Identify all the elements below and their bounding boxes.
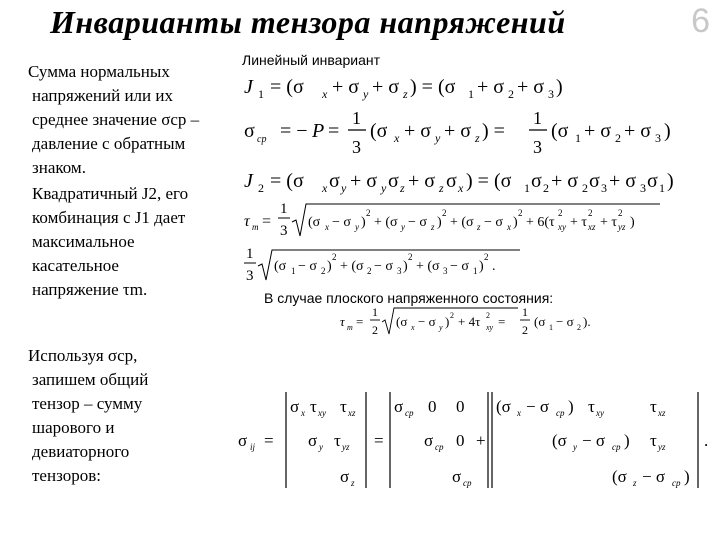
svg-text:1: 1 (258, 87, 264, 101)
svg-text:0: 0 (428, 397, 437, 416)
svg-text:τ: τ (340, 314, 345, 329)
svg-text:): ) (479, 259, 484, 274)
svg-text:xy: xy (318, 408, 326, 418)
svg-text:1: 1 (468, 87, 474, 101)
svg-text:(σ: (σ (551, 120, 569, 142)
svg-text:xz: xz (348, 408, 356, 418)
svg-text:(σ: (σ (496, 397, 511, 416)
svg-text:m: m (347, 323, 353, 332)
svg-text:).: ). (583, 314, 591, 329)
svg-text:J: J (244, 76, 253, 98)
svg-text:y: y (355, 222, 359, 232)
svg-text:2: 2 (366, 208, 371, 218)
text-line: касательное (32, 256, 119, 275)
svg-text:ср: ср (556, 408, 565, 418)
svg-text:+ σ: + σ (404, 120, 432, 142)
svg-text:2: 2 (508, 87, 514, 101)
svg-text:xy: xy (486, 323, 494, 332)
svg-text:σ: σ (424, 431, 434, 450)
svg-text:xz: xz (588, 222, 596, 232)
svg-text:ср: ср (257, 134, 267, 145)
text-line: девиаторного (32, 442, 130, 461)
text-line: Квадратичный J2, его (32, 184, 189, 203)
svg-text:y: y (319, 442, 323, 452)
svg-text:2: 2 (372, 323, 378, 337)
formula-tau-max-line1 (244, 201, 660, 239)
svg-text:+ σ: + σ (332, 76, 360, 98)
svg-text:.: . (492, 259, 496, 274)
svg-text:+ (σ: + (σ (374, 215, 398, 230)
text-line: шарового и (32, 418, 115, 437)
svg-text:x: x (322, 181, 328, 195)
svg-text:2: 2 (518, 208, 523, 218)
svg-text:2: 2 (522, 323, 528, 337)
svg-text:0: 0 (456, 431, 465, 450)
svg-text:x: x (411, 323, 415, 332)
svg-text:2: 2 (588, 208, 593, 218)
svg-text:σ: σ (394, 397, 404, 416)
svg-text:yz: yz (618, 222, 626, 232)
formula-plane-stress (340, 305, 591, 337)
svg-text:− σ: − σ (374, 259, 393, 274)
text-line: максимальное (32, 232, 135, 251)
svg-text:(σ: (σ (612, 467, 627, 486)
svg-text:2: 2 (442, 208, 447, 218)
svg-text:+ 4τ: + 4τ (458, 314, 481, 329)
svg-text:2: 2 (258, 181, 264, 195)
svg-text:m: m (252, 222, 259, 232)
svg-text:+ τ: + τ (600, 215, 618, 230)
svg-text:3: 3 (246, 268, 254, 284)
svg-text:3: 3 (443, 266, 448, 276)
svg-text:σ: σ (244, 120, 255, 142)
text-line: напряжение τm. (32, 280, 148, 299)
text-line: Используя σср, (28, 346, 138, 365)
svg-text:): ) (664, 120, 671, 142)
svg-text:3: 3 (601, 181, 607, 195)
svg-text:σ: σ (329, 170, 340, 192)
svg-text:− σ: − σ (642, 467, 666, 486)
svg-text:) = (σ: ) = (σ (466, 170, 512, 192)
text-line: давление с обратным (32, 134, 186, 153)
tensor-decomposition (238, 392, 708, 488)
svg-text:σ: σ (388, 170, 399, 192)
page-title: Инварианты тензора напряжений (50, 4, 566, 40)
svg-text:(σ: (σ (552, 431, 567, 450)
svg-text:+ (σ: + (σ (450, 215, 474, 230)
svg-text:x: x (301, 408, 305, 418)
svg-text:(σ: (σ (370, 120, 388, 142)
svg-text:2: 2 (367, 266, 372, 276)
svg-text:1: 1 (473, 266, 478, 276)
svg-text:): ) (513, 215, 518, 230)
svg-text:xy: xy (558, 222, 566, 232)
svg-text:+ σ: + σ (609, 170, 637, 192)
svg-text:2: 2 (577, 323, 581, 332)
svg-text:y: y (341, 181, 347, 195)
svg-text:τ: τ (650, 431, 657, 450)
plane-stress-label: В случае плоского напряженного состояния: (264, 290, 554, 306)
text-line: тензор – сумму (32, 394, 143, 413)
svg-text:σ: σ (452, 467, 462, 486)
svg-text:1: 1 (524, 181, 530, 195)
svg-text:ср: ср (405, 408, 414, 418)
svg-text:z: z (475, 131, 480, 145)
svg-text:(σ: (σ (274, 259, 287, 274)
svg-text:+ σ: + σ (477, 76, 505, 98)
svg-text:+ σ: + σ (584, 120, 612, 142)
svg-text:+ σ: + σ (624, 120, 652, 142)
svg-text:y: y (363, 87, 369, 101)
svg-text:): ) (630, 215, 635, 230)
svg-text:+ σ: + σ (350, 170, 378, 192)
svg-text:): ) (556, 76, 563, 98)
svg-text:1: 1 (575, 131, 581, 145)
svg-text:ср: ср (612, 442, 621, 452)
svg-text:ср: ср (435, 442, 444, 452)
text-line: Сумма нормальных (28, 62, 170, 81)
svg-text:y: y (401, 222, 405, 232)
svg-text:z: z (477, 222, 481, 232)
svg-text:2: 2 (484, 252, 489, 262)
svg-text:2: 2 (332, 252, 337, 262)
svg-text:.: . (704, 431, 709, 450)
svg-text:3: 3 (640, 181, 646, 195)
svg-text:σ: σ (589, 170, 600, 192)
svg-text:− σ: − σ (526, 397, 550, 416)
svg-text:+ (σ: + (σ (340, 259, 364, 274)
svg-text:τ: τ (650, 397, 657, 416)
text-line: знаком. (32, 158, 86, 177)
svg-text:− σ: − σ (556, 314, 574, 329)
svg-text:τ: τ (310, 397, 317, 416)
svg-text:1: 1 (280, 201, 288, 217)
svg-text:2: 2 (450, 311, 454, 320)
svg-text:): ) (667, 170, 674, 192)
svg-text:J: J (244, 170, 253, 192)
svg-text:): ) (327, 259, 332, 274)
svg-text:1: 1 (291, 266, 296, 276)
formula-j1 (244, 76, 563, 101)
svg-text:2: 2 (408, 252, 413, 262)
svg-text:xy: xy (596, 408, 604, 418)
svg-text:= (σ: = (σ (270, 76, 304, 98)
svg-text:τ: τ (340, 397, 347, 416)
svg-text:y: y (573, 442, 577, 452)
svg-text:− σ: − σ (418, 314, 436, 329)
svg-text:=: = (262, 213, 272, 230)
svg-text:σ: σ (340, 467, 350, 486)
svg-text:− σ: − σ (450, 259, 469, 274)
formula-sigma-mean (244, 108, 671, 157)
svg-text:x: x (507, 222, 511, 232)
svg-text:(σ: (σ (534, 314, 546, 329)
svg-text:3: 3 (280, 223, 288, 239)
svg-text:(σ: (σ (308, 215, 321, 230)
svg-text:− σ: − σ (582, 431, 606, 450)
svg-text:+ τ: + τ (570, 215, 588, 230)
svg-text:1: 1 (549, 323, 553, 332)
svg-text:2: 2 (321, 266, 326, 276)
text-line: комбинация с J1 дает (32, 208, 186, 227)
svg-text:σ: σ (647, 170, 658, 192)
svg-text:+: + (476, 431, 486, 450)
svg-text:3: 3 (533, 137, 542, 157)
svg-text:− σ: − σ (408, 215, 427, 230)
svg-text:σ: σ (446, 170, 457, 192)
svg-text:2: 2 (618, 208, 623, 218)
svg-text:+ 6(τ: + 6(τ (526, 215, 555, 230)
svg-text:): ) (445, 314, 450, 329)
svg-text:− σ: − σ (298, 259, 317, 274)
svg-text:3: 3 (352, 137, 361, 157)
svg-text:x: x (394, 131, 400, 145)
svg-text:τ: τ (244, 213, 250, 230)
svg-text:y: y (439, 323, 443, 332)
svg-text:) = (σ: ) = (σ (410, 76, 456, 98)
svg-text:3: 3 (548, 87, 554, 101)
svg-text:): ) (437, 215, 442, 230)
svg-text:2: 2 (543, 181, 549, 195)
svg-text:y: y (435, 131, 441, 145)
svg-text:1: 1 (533, 108, 542, 128)
svg-text:): ) (403, 259, 408, 274)
svg-text:x: x (458, 181, 464, 195)
text-line: напряжений или их (32, 86, 173, 105)
svg-text:+ σ: + σ (408, 170, 436, 192)
linear-invariant-label: Линейный инвариант (242, 52, 381, 68)
svg-text:): ) (684, 467, 690, 486)
svg-text:σ: σ (308, 431, 318, 450)
svg-text:− σ: − σ (484, 215, 503, 230)
svg-text:σ: σ (290, 397, 300, 416)
svg-text:): ) (624, 431, 630, 450)
svg-text:= −: = − (280, 120, 308, 142)
svg-text:τ: τ (334, 431, 341, 450)
svg-text:3: 3 (655, 131, 661, 145)
formula-j2 (244, 170, 674, 195)
svg-text:2: 2 (582, 181, 588, 195)
svg-text:z: z (439, 181, 444, 195)
svg-text:1: 1 (522, 305, 528, 319)
svg-text:ij: ij (250, 442, 256, 452)
svg-text:2: 2 (615, 131, 621, 145)
slide-number: 6 (691, 2, 710, 40)
svg-text:=: = (374, 431, 384, 450)
svg-text:0: 0 (456, 397, 465, 416)
svg-text:=: = (264, 431, 274, 450)
svg-text:2: 2 (486, 311, 490, 320)
svg-text:z: z (351, 478, 355, 488)
svg-text:=: = (498, 314, 506, 329)
svg-text:=: = (356, 314, 364, 329)
svg-text:1: 1 (246, 246, 254, 262)
svg-text:x: x (517, 408, 521, 418)
svg-text:x: x (325, 222, 329, 232)
svg-text:1: 1 (659, 181, 665, 195)
svg-text:P: P (312, 120, 325, 142)
svg-text:τ: τ (588, 397, 595, 416)
svg-text:+ (σ: + (σ (416, 259, 440, 274)
svg-text:) =: ) = (482, 120, 505, 142)
svg-text:− σ: − σ (332, 215, 351, 230)
svg-text:σ: σ (238, 431, 248, 450)
svg-text:z: z (431, 222, 435, 232)
svg-text:x: x (322, 87, 328, 101)
text-line: запишем общий (32, 370, 149, 389)
svg-text:+ σ: + σ (444, 120, 472, 142)
svg-text:z: z (633, 478, 637, 488)
svg-text:ср: ср (463, 478, 472, 488)
svg-text:3: 3 (397, 266, 402, 276)
svg-text:1: 1 (352, 108, 361, 128)
text-line: среднее значение σср – (32, 110, 200, 129)
svg-text:): ) (568, 397, 574, 416)
svg-text:yz: yz (342, 442, 350, 452)
svg-text:ср: ср (672, 478, 681, 488)
svg-text:+ σ: + σ (551, 170, 579, 192)
svg-text:+ σ: + σ (517, 76, 545, 98)
formula-tau-max-line2 (244, 246, 520, 284)
svg-text:= (σ: = (σ (270, 170, 304, 192)
svg-text:): ) (361, 215, 366, 230)
svg-text:z: z (403, 87, 408, 101)
svg-text:xz: xz (658, 408, 666, 418)
svg-text:2: 2 (558, 208, 563, 218)
svg-text:yz: yz (658, 442, 666, 452)
svg-text:z: z (400, 181, 405, 195)
text-line: тензоров: (32, 466, 101, 485)
svg-text:(σ: (σ (396, 314, 408, 329)
svg-text:1: 1 (372, 305, 378, 319)
svg-text:σ: σ (531, 170, 542, 192)
svg-text:=: = (328, 120, 340, 142)
svg-text:y: y (381, 181, 387, 195)
svg-text:+ σ: + σ (372, 76, 400, 98)
